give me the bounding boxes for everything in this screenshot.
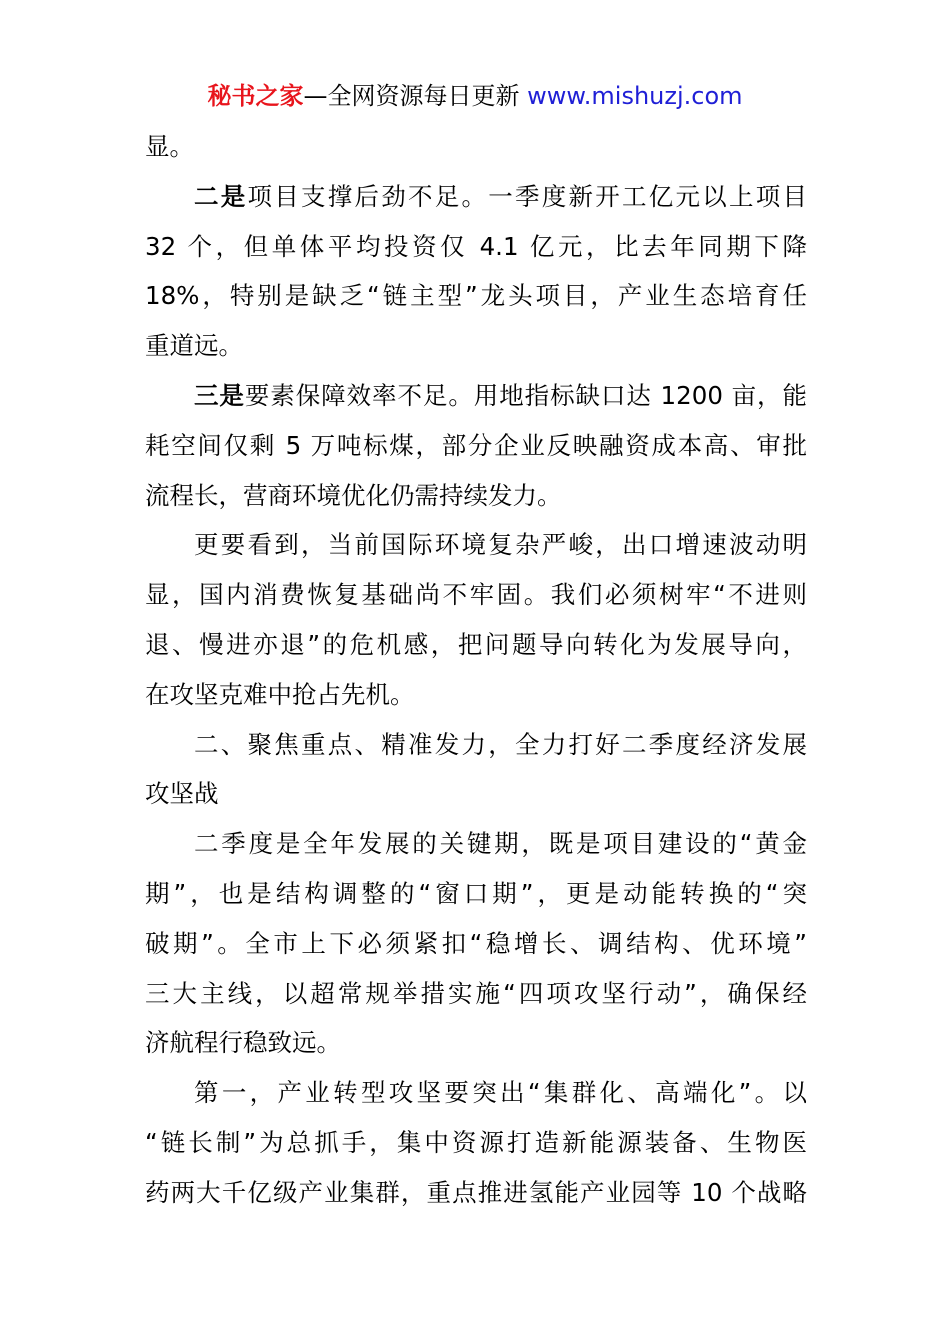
line-text: 退、慢进亦退”的危机感，把问题导向转化为发展导向，: [145, 629, 807, 659]
text-line: [145, 371, 807, 421]
line-text: 在攻坚克难中抢占先机。: [145, 679, 415, 709]
paragraph-lead: 三是: [194, 380, 245, 410]
text-line: [145, 471, 807, 521]
paragraph-lead: 二是: [194, 181, 248, 211]
line-text: 攻坚战: [145, 779, 219, 809]
line-text: 流程长，营商环境优化仍需持续发力。: [145, 480, 562, 510]
line-text: 更要看到，当前国际环境复杂严峻，出口增速波动明: [194, 530, 807, 560]
line-text: 重道远。: [145, 331, 243, 361]
text-line: [145, 769, 807, 819]
text-line: [145, 222, 807, 272]
text-line: [145, 1118, 807, 1168]
line-text: 期”，也是结构调整的“窗口期”，更是动能转换的“突: [145, 878, 807, 908]
line-text: 要素保障效率不足。用地指标缺口达 1200 亩，能: [244, 380, 807, 410]
text-line: [145, 1018, 807, 1068]
line-text: 二季度是全年发展的关键期，既是项目建设的“黄金: [194, 829, 807, 859]
line-text: 破期”。全市上下必须紧扣“稳增长、调结构、优环境”: [145, 928, 807, 958]
text-line: [145, 919, 807, 969]
text-line: [145, 520, 807, 570]
text-line: [145, 869, 807, 919]
text-line: [145, 1068, 807, 1118]
line-text: 显。: [145, 132, 194, 161]
text-line: [145, 720, 807, 770]
line-text: 第一，产业转型攻坚要突出“集群化、高端化”。以: [194, 1078, 807, 1108]
line-text: 18%，特别是缺乏“链主型”龙头项目，产业生态培育任: [145, 281, 807, 311]
line-text: 二、聚焦重点、精准发力，全力打好二季度经济发展: [194, 729, 807, 759]
text-line: [145, 321, 807, 371]
site-url[interactable]: www.mishuzj.com: [527, 82, 743, 110]
text-line: [145, 1168, 807, 1218]
text-line: [145, 969, 807, 1019]
text-line: [145, 670, 807, 720]
text-line: [145, 172, 807, 222]
page-header: [0, 80, 950, 112]
line-text: 耗空间仅剩 5 万吨标煤，部分企业反映融资成本高、审批: [145, 430, 807, 460]
line-text: “链长制”为总抓手，集中资源打造新能源装备、生物医: [145, 1127, 807, 1157]
document-body: [145, 122, 807, 1218]
text-line: [145, 570, 807, 620]
line-text: 济航程行稳致远。: [145, 1028, 341, 1058]
text-line: [145, 620, 807, 670]
text-line: [145, 271, 807, 321]
line-text: 三大主线，以超常规举措实施“四项攻坚行动”，确保经: [145, 978, 807, 1008]
text-line: [145, 819, 807, 869]
line-text: 药两大千亿级产业集群，重点推进氢能产业园等 10 个战略: [145, 1177, 807, 1207]
site-brand: 秘书之家: [207, 82, 304, 110]
line-text: 项目支撑后劲不足。一季度新开工亿元以上项目: [247, 181, 807, 211]
site-tagline: —全网资源每日更新: [303, 82, 528, 110]
line-text: 显，国内消费恢复基础尚不牢固。我们必须树牢“不进则: [145, 580, 807, 610]
line-text: 32 个，但单体平均投资仅 4.1 亿元，比去年同期下降: [145, 231, 807, 261]
text-line: [145, 122, 807, 172]
text-line: [145, 421, 807, 471]
